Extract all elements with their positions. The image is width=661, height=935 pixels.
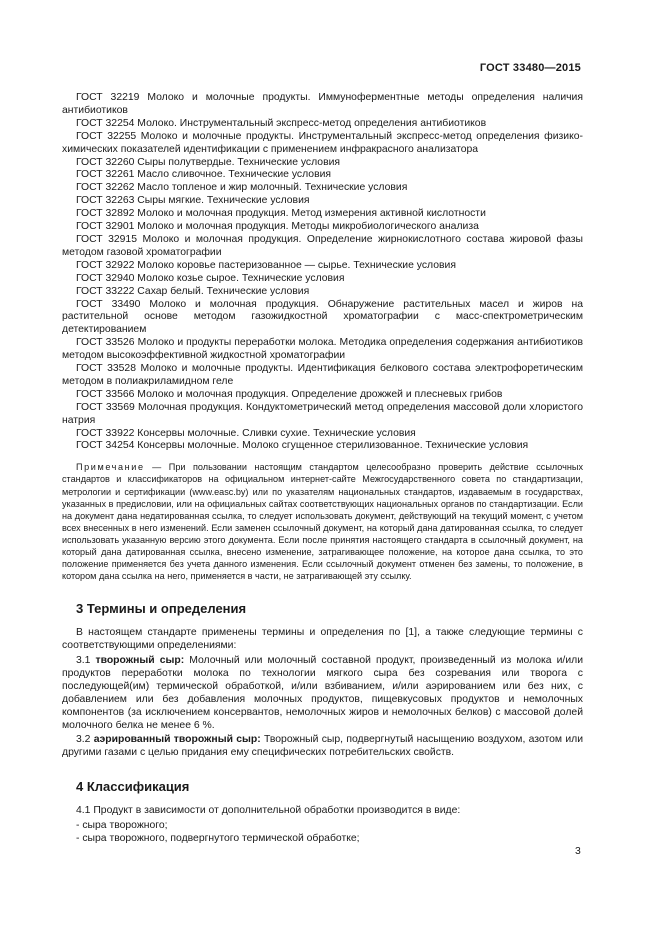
section-4-heading: 4 Классификация [76, 779, 190, 795]
term-3-1 [62, 655, 583, 732]
term-definition: Молочный или молочный составной продукт, произведенный из молока и/или продуктов переработки молока по технологии мягкого сыра без созревания или творога с последующей(им) термической обработкой, и/или взбиванием, и/или аэрированием или без них, с добавлением или без добавления молочных продуктов, пищевкусовых продуктов и немолочных компонентов (за исключением консервантов, немолочных жиров и немолочных белков) с массовой долей молочного белка не менее 6 %. [62, 655, 583, 731]
reference-item: ГОСТ 33528 Молоко и молочные продукты. Идентификация белкового состава электрофоретическим методом в полиакриламидном геле [62, 363, 583, 387]
term-3-2 [62, 734, 583, 760]
section-3-heading: 3 Термины и определения [76, 601, 247, 617]
reference-item: ГОСТ 32915 Молоко и молочная продукция. Определение жирнокислотного состава жировой фазы методом газовой хроматографии [62, 233, 583, 258]
reference-item: ГОСТ 32262 Масло топленое и жир молочный. Технические условия [76, 182, 408, 194]
reference-item: ГОСТ 32255 Молоко и молочные продукты. Инструментальный экспресс-метод определения физико-химических показателей идентификации с применением инфракрасного анализатора [62, 130, 583, 155]
document-body [62, 92, 583, 846]
term-number: 3.2 [76, 734, 94, 746]
section-4-intro: 4.1 Продукт в зависимости от дополнительной обработки производится в виде: [76, 805, 461, 817]
term-number: 3.1 [76, 655, 96, 667]
note-text: — При пользовании настоящим стандартом целесообразно проверить действие ссылочных стандартов и классификаторов на официальном интернет-сайте Межгосударственного совета по стандартизации, метрологии и сертификации (www.easc.by) или по указателям национальных стандартов, издаваемым в государствах, указанных в предисловии, или на официальных сайтах соответствующих национальных органов по стандартизации. Если на документ дана недатированная ссылка, то следует использовать документ, действующий на текущий момент, с учетом всех внесенных в него изменений. Если заменен ссылочный документ, на который дана датированная ссылка, то следует использовать указанную версию этого документа. Если после принятия настоящего стандарта в ссылочный документ, на который дана датированная ссылка, внесено изменение, затрагивающее положение, на которое дана ссылка, то это положение применяется без учета данного изменения. Если ссылочный документ отменен без замены, то положение, в котором дана ссылка на него, применяется в части, не затрагивающей эту ссылку. [62, 462, 583, 582]
document-code: ГОСТ 33480—2015 [479, 62, 581, 74]
reference-item: ГОСТ 32260 Сыры полутвердые. Технические условия [76, 156, 341, 168]
note-block [62, 461, 583, 582]
reference-item: ГОСТ 32263 Сыры мягкие. Технические условия [76, 195, 310, 207]
reference-item: ГОСТ 33922 Консервы молочные. Сливки сухие. Технические условия [76, 427, 416, 439]
reference-item: ГОСТ 34254 Консервы молочные. Молоко сгущенное стерилизованное. Технические условия [76, 440, 529, 452]
reference-item: ГОСТ 32901 Молоко и молочная продукция. Методы микробиологического анализа [76, 221, 479, 233]
references-list [62, 92, 583, 453]
note-label: Примечание [76, 462, 145, 473]
reference-item: ГОСТ 32254 Молоко. Инструментальный экспресс-метод определения антибиотиков [76, 117, 487, 129]
term-name: аэрированный творожный сыр: [93, 734, 261, 746]
reference-item: ГОСТ 32940 Молоко козье сырое. Технические условия [76, 272, 345, 284]
term-name: творожный сыр: [95, 655, 185, 667]
term-definition: Творожный сыр, подвергнутый насыщению воздухом, азотом или другими газами с целью придания ему специфических потребительских свойств. [62, 734, 583, 759]
section-3-intro: В настоящем стандарте применены термины и определения по [1], а также следующие термины с соответствующими определениями: [62, 627, 583, 652]
page-number: 3 [575, 846, 581, 857]
reference-item: ГОСТ 32892 Молоко и молочная продукция. Метод измерения активной кислотности [76, 208, 486, 220]
reference-item: ГОСТ 32261 Масло сливочное. Технические условия [76, 169, 332, 181]
list-item: - сыра творожного, подвергнутого термической обработке; [76, 833, 360, 844]
reference-item: ГОСТ 32219 Молоко и молочные продукты. Иммуноферментные методы определения наличия антибиотиков [62, 92, 583, 116]
reference-item: ГОСТ 32922 Молоко коровье пастеризованное — сырье. Технические условия [76, 259, 456, 271]
reference-item: ГОСТ 33526 Молоко и продукты переработки молока. Методика определения содержания антибиотиков методом высокоэффективной жидкостной хроматографии [62, 337, 583, 362]
reference-item: ГОСТ 33490 Молоко и молочная продукция. Обнаружение растительных масел и жиров на растительной основе методом газожидкостной хроматографии с масс-спектрометрическим детектированием [62, 298, 583, 336]
reference-item: ГОСТ 33222 Сахар белый. Технические условия [76, 285, 310, 297]
list-item: - сыра творожного; [76, 820, 168, 832]
reference-item: ГОСТ 33569 Молочная продукция. Кондуктометрический метод определения массовой доли хлористого натрия [62, 401, 583, 426]
reference-item: ГОСТ 33566 Молоко и молочная продукция. Определение дрожжей и плесневых грибов [76, 388, 503, 400]
